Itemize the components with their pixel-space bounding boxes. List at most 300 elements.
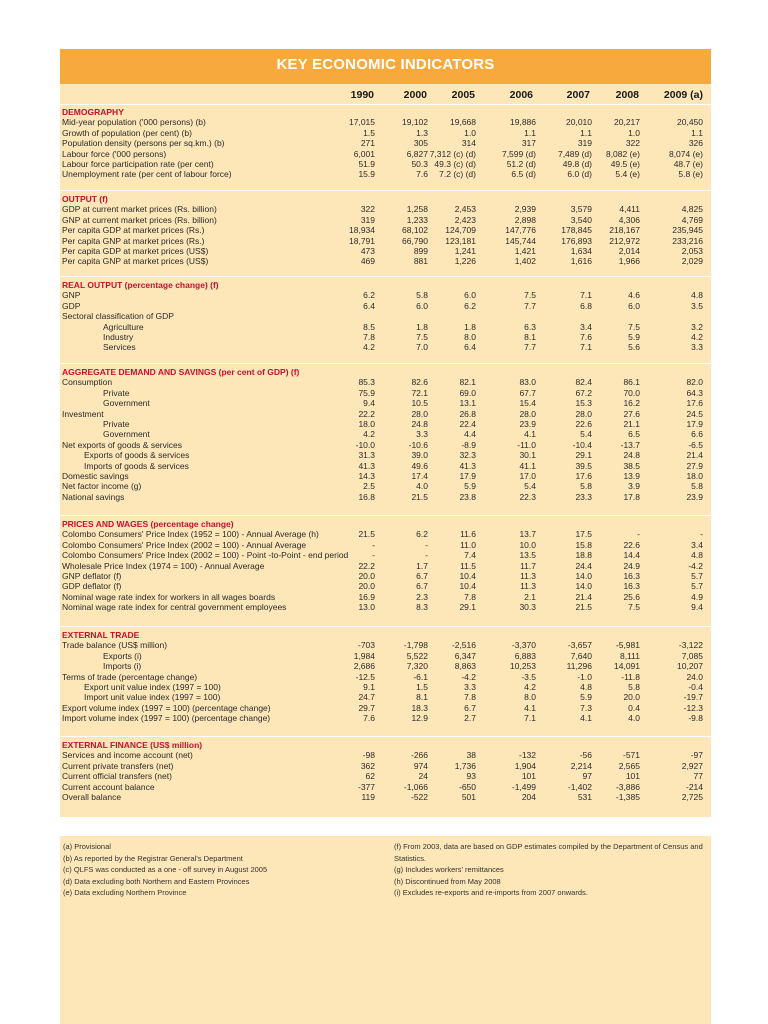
table-row <box>0 750 768 761</box>
year-header-cell: 2005 <box>451 89 475 101</box>
row-label: Wholesale Price Index (1974 = 100) - Annual Average <box>62 560 265 571</box>
value-cell: 233,216 <box>672 235 703 246</box>
footnote: (b) As reported by the Registrar General's Department <box>63 853 243 863</box>
value-cell: 7.7 <box>524 300 536 311</box>
value-cell: 41.3 <box>358 460 375 471</box>
row-label: Net exports of goods & services <box>62 439 183 450</box>
value-cell: 13.1 <box>459 398 476 409</box>
row-label: Exports (i) <box>103 650 142 661</box>
value-cell: 14.0 <box>575 581 592 592</box>
value-cell: 11.3 <box>520 581 536 592</box>
value-cell: 83.0 <box>519 377 536 388</box>
row-label: Import unit value index (1997 = 100) <box>84 692 221 703</box>
table-row <box>0 529 768 540</box>
value-cell: 1.7 <box>416 560 428 571</box>
table-row <box>0 771 768 782</box>
value-cell: 82.1 <box>459 377 476 388</box>
value-cell: - <box>700 529 703 540</box>
value-cell: 23.9 <box>519 419 536 429</box>
value-cell: 22.4 <box>459 419 476 429</box>
value-cell: 1,226 <box>454 256 476 267</box>
value-cell: - <box>425 550 428 561</box>
row-label: Colombo Consumers' Price Index (2002 = 100) - Annual Average <box>62 539 307 550</box>
value-cell: 51.9 <box>358 159 375 169</box>
footnote: Statistics. <box>394 853 427 863</box>
row-label: Agriculture <box>103 321 144 332</box>
table-row <box>0 713 768 724</box>
value-cell: 23.3 <box>575 491 592 502</box>
row-label: Services <box>103 342 136 353</box>
value-cell: -0.4 <box>688 682 703 692</box>
value-cell: 28.0 <box>519 408 536 419</box>
value-cell: 21.5 <box>575 602 592 613</box>
table-row <box>0 640 768 651</box>
footnote: (a) Provisional <box>63 842 111 851</box>
row-label: Per capita GNP at market prices (Rs.) <box>62 235 205 246</box>
value-cell: 2,725 <box>681 792 703 802</box>
value-cell: 15.8 <box>575 539 592 550</box>
value-cell: 82.6 <box>411 377 428 388</box>
value-cell: 362 <box>360 760 375 771</box>
value-cell: 69.0 <box>459 387 476 398</box>
value-cell: -1,385 <box>615 792 640 802</box>
value-cell: 2,014 <box>618 246 640 256</box>
value-cell: 7,599 (d) <box>501 148 536 159</box>
row-label: Government <box>103 398 150 409</box>
value-cell: 101 <box>521 771 536 782</box>
value-cell: 101 <box>625 771 640 782</box>
value-cell: 82.4 <box>575 377 592 388</box>
row-label: Services and income account (net) <box>62 750 193 761</box>
value-cell: 3.4 <box>580 321 592 332</box>
value-cell: 15.9 <box>358 169 375 180</box>
footnote: (i) Excludes re-exports and re-imports from 2007 onwards. <box>394 888 588 897</box>
value-cell: 6.5 (d) <box>511 169 536 180</box>
value-cell: -6.1 <box>413 671 428 682</box>
section-heading: EXTERNAL TRADE <box>62 630 140 640</box>
value-cell: 1.5 <box>416 682 428 692</box>
value-cell: 20,217 <box>614 117 640 128</box>
footnote: (f) From 2003, data are based on GDP estimates compiled by the Department of Census and <box>394 842 703 851</box>
section-heading: DEMOGRAPHY <box>62 107 124 117</box>
value-cell: 7.8 <box>464 591 476 602</box>
value-cell: 305 <box>413 138 428 149</box>
value-cell: 5.8 (e) <box>678 169 703 180</box>
value-cell: 24.9 <box>623 560 640 571</box>
value-cell: -11.8 <box>621 671 640 682</box>
value-cell: 1,233 <box>406 214 428 225</box>
row-label: Domestic savings <box>62 471 129 481</box>
value-cell: 24.4 <box>575 560 592 571</box>
value-cell: 4.6 <box>628 290 640 301</box>
value-cell: 24.5 <box>686 408 703 419</box>
value-cell: 12.9 <box>411 713 428 724</box>
table-row <box>0 703 768 714</box>
value-cell: 7,640 <box>570 650 592 661</box>
value-cell: 13.0 <box>358 602 375 613</box>
value-cell: 5,522 <box>406 650 428 661</box>
table-row <box>0 581 768 592</box>
value-cell: 16.8 <box>358 491 375 502</box>
table-row <box>0 138 768 149</box>
value-cell: 39.0 <box>411 450 428 461</box>
row-label: GDP deflator (f) <box>62 581 122 592</box>
value-cell: 3.5 <box>691 300 703 311</box>
value-cell: 1,241 <box>454 246 476 256</box>
value-cell: 70.0 <box>623 387 640 398</box>
table-row <box>0 246 768 257</box>
value-cell: 17.6 <box>686 398 703 409</box>
value-cell: 322 <box>360 204 375 215</box>
value-cell: 1,634 <box>570 246 592 256</box>
value-cell: 6.2 <box>464 300 476 311</box>
value-cell: 29.7 <box>358 702 375 713</box>
value-cell: 23.8 <box>459 491 476 502</box>
value-cell: 17.9 <box>459 471 476 481</box>
value-cell: 974 <box>413 760 428 771</box>
value-cell: 5.8 <box>416 290 428 301</box>
table-row <box>0 571 768 582</box>
value-cell: 4.2 <box>363 429 375 440</box>
value-cell: 473 <box>360 246 375 256</box>
value-cell: 4.8 <box>580 682 592 692</box>
value-cell: 7.1 <box>580 290 592 301</box>
row-label: Labour force participation rate (per cent) <box>62 159 214 169</box>
value-cell: -3,370 <box>511 640 536 651</box>
value-cell: 6.0 <box>464 290 476 301</box>
value-cell: 22.6 <box>575 419 592 429</box>
value-cell: 50.3 <box>411 159 428 169</box>
value-cell: 6.0 (d) <box>567 169 592 180</box>
value-cell: 8.1 <box>416 692 428 703</box>
value-cell: 16.3 <box>623 581 640 592</box>
value-cell: 314 <box>461 138 476 149</box>
value-cell: 22.3 <box>519 491 536 502</box>
value-cell: 469 <box>360 256 375 267</box>
value-cell: 6.0 <box>628 300 640 311</box>
value-cell: 4.8 <box>691 550 703 561</box>
value-cell: 25.6 <box>623 591 640 602</box>
value-cell: -214 <box>685 781 703 792</box>
table-row <box>0 169 768 180</box>
value-cell: 2,927 <box>681 760 703 771</box>
value-cell: 5.9 <box>464 481 476 492</box>
header-divider <box>60 104 711 105</box>
value-cell: 17,015 <box>349 117 375 128</box>
value-cell: 14.4 <box>623 550 640 561</box>
value-cell: 20.0 <box>358 571 375 581</box>
value-cell: -571 <box>622 750 640 761</box>
row-label: Exports of goods & services <box>84 450 190 461</box>
row-label: Net factor income (g) <box>62 481 142 492</box>
value-cell: -2,516 <box>451 640 476 651</box>
value-cell: 22.2 <box>358 408 375 419</box>
row-label: GDP <box>62 300 81 311</box>
table-row <box>0 492 768 503</box>
table-row <box>0 409 768 420</box>
value-cell: 51.2 (d) <box>506 159 536 169</box>
value-cell: 6,827 <box>406 148 428 159</box>
row-label: Overall balance <box>62 792 122 802</box>
value-cell: 15.3 <box>575 398 592 409</box>
value-cell: 10.0 <box>519 539 536 550</box>
table-row <box>0 440 768 451</box>
table-row <box>0 761 768 772</box>
value-cell: 17.0 <box>519 471 536 481</box>
value-cell: 82.0 <box>686 377 703 388</box>
value-cell: 75.9 <box>358 387 375 398</box>
value-cell: -8.9 <box>461 439 476 450</box>
value-cell: 8,074 (e) <box>668 148 703 159</box>
value-cell: 21.5 <box>411 491 428 502</box>
year-header-cell: 1990 <box>350 89 374 101</box>
row-label: Current account balance <box>62 781 155 792</box>
value-cell: 1,736 <box>454 760 476 771</box>
value-cell: 7.3 <box>580 702 592 713</box>
value-cell: 4.1 <box>580 713 592 724</box>
value-cell: -6.5 <box>688 439 703 450</box>
row-label: Export volume index (1997 = 100) (percentage change) <box>62 702 271 713</box>
table-row <box>0 149 768 160</box>
row-label: Terms of trade (percentage change) <box>62 671 198 682</box>
value-cell: 39.5 <box>575 460 592 471</box>
value-cell: 322 <box>625 138 640 149</box>
value-cell: 6.7 <box>464 702 476 713</box>
row-label: Growth of population (per cent) (b) <box>62 127 192 138</box>
value-cell: 18,934 <box>349 225 375 236</box>
value-cell: 29.1 <box>575 450 592 461</box>
value-cell: 7.5 <box>628 602 640 613</box>
value-cell: 1.1 <box>524 127 536 138</box>
value-cell: -377 <box>357 781 375 792</box>
value-cell: 3,579 <box>570 204 592 215</box>
value-cell: 49.6 <box>411 460 428 471</box>
value-cell: 5.9 <box>580 692 592 703</box>
value-cell: 2.5 <box>363 481 375 492</box>
value-cell: 7.0 <box>416 342 428 353</box>
value-cell: 11.0 <box>460 539 476 550</box>
value-cell: 881 <box>413 256 428 267</box>
section-divider <box>60 515 711 516</box>
value-cell: 49.3 (c) (d) <box>434 159 476 169</box>
value-cell: 86.1 <box>623 377 640 388</box>
row-label: Sectoral classification of GDP <box>62 311 174 322</box>
value-cell: 24.8 <box>623 450 640 461</box>
value-cell: 5.8 <box>580 481 592 492</box>
year-header-cell: 2006 <box>509 89 533 101</box>
row-label: Consumption <box>62 377 113 388</box>
value-cell: 8.0 <box>524 692 536 703</box>
value-cell: 176,893 <box>561 235 592 246</box>
value-cell: 4.1 <box>524 429 536 440</box>
row-label: Private <box>103 387 130 398</box>
value-cell: -19.7 <box>683 692 703 703</box>
value-cell: 4,769 <box>681 214 703 225</box>
table-row <box>0 388 768 399</box>
value-cell: 23.9 <box>686 491 703 502</box>
value-cell: 1,966 <box>618 256 640 267</box>
value-cell: 2,214 <box>570 760 592 771</box>
value-cell: 7.6 <box>363 713 375 724</box>
year-header-cell: 2008 <box>615 89 639 101</box>
value-cell: 6,883 <box>514 650 536 661</box>
value-cell: 6.2 <box>363 290 375 301</box>
row-label: Population density (persons per sq.km.) (b) <box>62 138 225 149</box>
value-cell: 1.5 <box>363 127 375 138</box>
row-label: Labour force ('000 persons) <box>62 148 167 159</box>
value-cell: 38 <box>466 750 476 761</box>
value-cell: 317 <box>521 138 536 149</box>
value-cell: 16.3 <box>623 571 640 581</box>
value-cell: 7,320 <box>406 661 428 672</box>
value-cell: 3.3 <box>416 429 428 440</box>
value-cell: 31.3 <box>358 450 375 461</box>
value-cell: 2,686 <box>353 661 375 672</box>
table-row <box>0 159 768 170</box>
value-cell: 7.4 <box>464 550 476 561</box>
value-cell: 1,984 <box>353 650 375 661</box>
value-cell: 38.5 <box>623 460 640 471</box>
value-cell: 8,111 <box>619 650 640 661</box>
value-cell: 67.2 <box>575 387 592 398</box>
value-cell: 8.1 <box>524 332 536 342</box>
table-row <box>0 128 768 139</box>
row-label: Government <box>103 429 150 440</box>
table-row <box>0 256 768 267</box>
value-cell: 10,253 <box>510 661 536 672</box>
value-cell: 235,945 <box>672 225 703 236</box>
value-cell: 6.4 <box>464 342 476 353</box>
value-cell: 93 <box>466 771 476 782</box>
value-cell: -3,657 <box>567 640 592 651</box>
value-cell: 13.9 <box>623 471 640 481</box>
value-cell: 1.8 <box>416 321 428 332</box>
table-row <box>0 301 768 312</box>
value-cell: 11.6 <box>460 529 476 540</box>
value-cell: 4.2 <box>524 682 536 692</box>
table-row <box>0 322 768 333</box>
value-cell: 8.3 <box>416 602 428 613</box>
value-cell: 97 <box>582 771 592 782</box>
value-cell: 41.1 <box>519 460 536 471</box>
value-cell: 11.3 <box>520 571 536 581</box>
value-cell: 8,863 <box>454 661 476 672</box>
value-cell: 1.8 <box>464 321 476 332</box>
row-label: GNP <box>62 290 81 301</box>
value-cell: 3.3 <box>464 682 476 692</box>
value-cell: -13.7 <box>620 439 640 450</box>
value-cell: 13.7 <box>519 529 536 540</box>
footnote: (d) Data excluding both Northern and Eastern Provinces <box>63 876 250 886</box>
table-row <box>0 782 768 793</box>
row-label: Import volume index (1997 = 100) (percentage change) <box>62 713 271 724</box>
value-cell: 17.6 <box>575 471 592 481</box>
value-cell: 3.2 <box>691 321 703 332</box>
value-cell: 3,540 <box>570 214 592 225</box>
value-cell: 6,347 <box>454 650 476 661</box>
section-heading: REAL OUTPUT (percentage change) (f) <box>62 280 219 290</box>
value-cell: 4.9 <box>691 591 703 602</box>
value-cell: 19,886 <box>510 117 536 128</box>
value-cell: 899 <box>413 246 428 256</box>
year-header-cell: 2009 (a) <box>663 89 703 101</box>
value-cell: 24.0 <box>686 671 703 682</box>
value-cell: 2,453 <box>454 204 476 215</box>
footnote: (h) Discontinued from May 2008 <box>394 876 501 886</box>
section-heading: AGGREGATE DEMAND AND SAVINGS (per cent of GDP) (f) <box>62 367 300 377</box>
row-label: National savings <box>62 491 125 502</box>
value-cell: 48.7 (e) <box>673 159 703 169</box>
section-heading: OUTPUT (f) <box>62 194 108 204</box>
row-label: Per capita GDP at market prices (Rs.) <box>62 225 205 236</box>
value-cell: 2,053 <box>681 246 703 256</box>
value-cell: 178,845 <box>561 225 592 236</box>
value-cell: 20,010 <box>566 117 592 128</box>
table-row <box>0 550 768 561</box>
value-cell: 319 <box>360 214 375 225</box>
value-cell: -522 <box>410 792 428 802</box>
table-row <box>0 377 768 388</box>
table-row <box>0 540 768 551</box>
table-row <box>0 602 768 613</box>
value-cell: 6.5 <box>628 429 640 440</box>
value-cell: 66,790 <box>402 235 428 246</box>
value-cell: 5.4 (e) <box>615 169 640 180</box>
value-cell: 22.2 <box>358 560 375 571</box>
value-cell: 5.7 <box>691 571 703 581</box>
row-label: Colombo Consumers' Price Index (2002 = 100) - Point -to-Point - end period <box>62 550 349 561</box>
value-cell: 2.7 <box>464 713 476 724</box>
value-cell: 41.3 <box>459 460 476 471</box>
value-cell: -10.4 <box>572 439 592 450</box>
value-cell: 4.0 <box>628 713 640 724</box>
value-cell: 21.4 <box>686 450 703 461</box>
value-cell: 6.6 <box>691 429 703 440</box>
value-cell: 28.0 <box>411 408 428 419</box>
table-row <box>0 661 768 672</box>
value-cell: 6.8 <box>580 300 592 311</box>
table-row <box>0 592 768 603</box>
row-label: Imports of goods & services <box>84 460 189 471</box>
value-cell: -1,066 <box>403 781 428 792</box>
value-cell: 18.0 <box>358 419 375 429</box>
value-cell: 7.1 <box>524 713 536 724</box>
value-cell: 6.7 <box>416 581 428 592</box>
value-cell: -132 <box>518 750 536 761</box>
value-cell: 204 <box>521 792 536 802</box>
table-row <box>0 672 768 683</box>
value-cell: 10.5 <box>411 398 428 409</box>
value-cell: 124,709 <box>445 225 476 236</box>
value-cell: 14.0 <box>575 571 592 581</box>
value-cell: 5.6 <box>628 342 640 353</box>
value-cell: 5.8 <box>628 682 640 692</box>
table-row <box>0 682 768 693</box>
value-cell: 16.9 <box>358 591 375 602</box>
table-row <box>0 481 768 492</box>
value-cell: 8.0 <box>464 332 476 342</box>
value-cell: 4.4 <box>464 429 476 440</box>
value-cell: 64.3 <box>686 387 703 398</box>
value-cell: 4.2 <box>363 342 375 353</box>
value-cell: 62 <box>365 771 375 782</box>
value-cell: 3.9 <box>628 481 640 492</box>
value-cell: 85.3 <box>358 377 375 388</box>
row-label: Colombo Consumers' Price Index (1952 = 100) - Annual Average (h) <box>62 529 319 540</box>
value-cell: 30.1 <box>519 450 536 461</box>
value-cell: -3.5 <box>521 671 536 682</box>
value-cell: 16.2 <box>623 398 640 409</box>
